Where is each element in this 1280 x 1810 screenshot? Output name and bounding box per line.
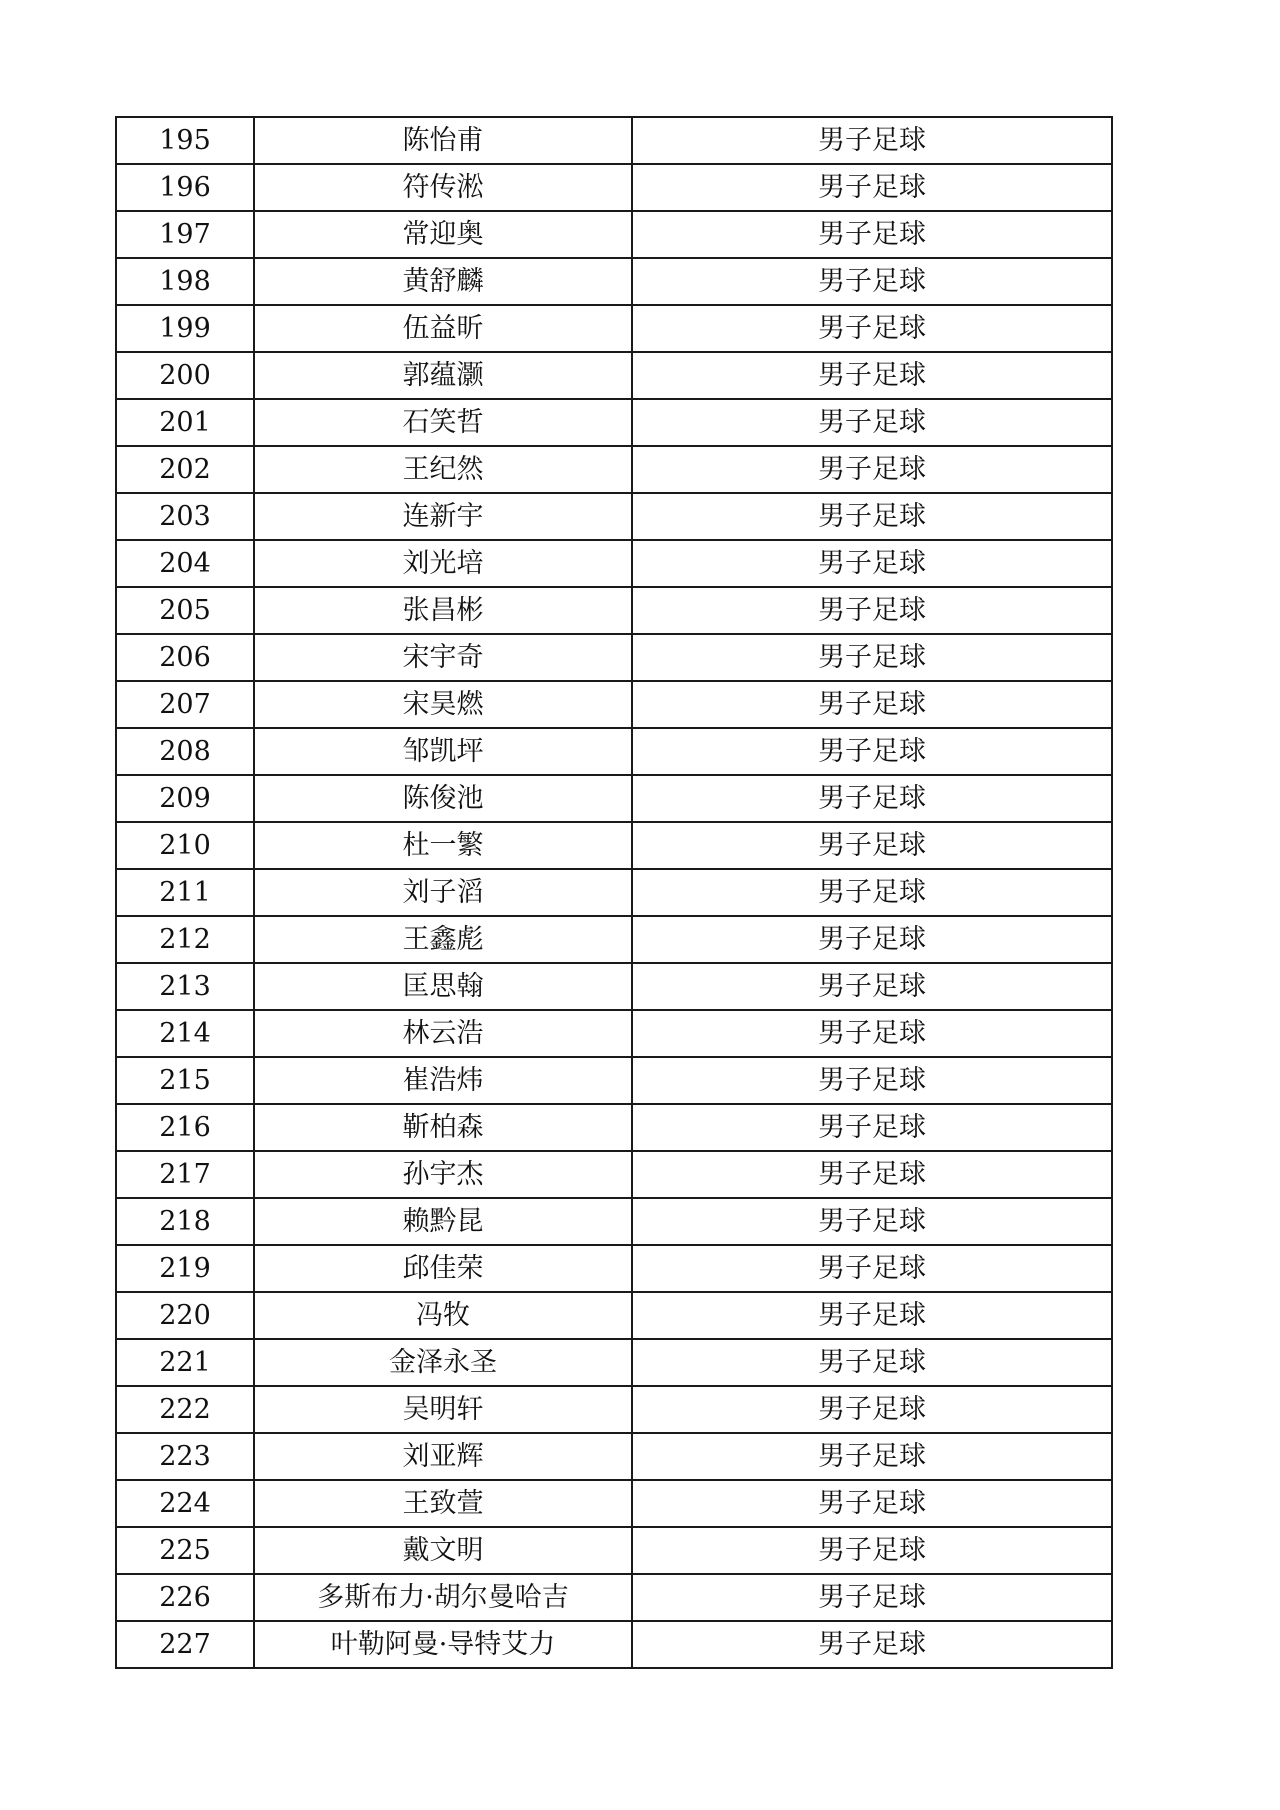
athlete-name: 匡思翰 — [254, 963, 632, 1010]
table-row — [116, 963, 1112, 1010]
row-number: 226 — [116, 1574, 254, 1621]
row-number: 206 — [116, 634, 254, 681]
row-number: 222 — [116, 1386, 254, 1433]
row-number: 211 — [116, 869, 254, 916]
roster-table — [115, 116, 1113, 1669]
athlete-name: 宋宇奇 — [254, 634, 632, 681]
table-row — [116, 446, 1112, 493]
athlete-name: 陈怡甫 — [254, 117, 632, 164]
table-row — [116, 1480, 1112, 1527]
table-row — [116, 540, 1112, 587]
row-number: 219 — [116, 1245, 254, 1292]
row-number: 198 — [116, 258, 254, 305]
table-row — [116, 1151, 1112, 1198]
event-name: 男子足球 — [632, 681, 1112, 728]
row-number: 209 — [116, 775, 254, 822]
event-name: 男子足球 — [632, 1574, 1112, 1621]
athlete-name: 叶勒阿曼·导特艾力 — [254, 1621, 632, 1668]
event-name: 男子足球 — [632, 1386, 1112, 1433]
athlete-name: 刘亚辉 — [254, 1433, 632, 1480]
event-name: 男子足球 — [632, 822, 1112, 869]
athlete-name: 连新宇 — [254, 493, 632, 540]
table-row — [116, 117, 1112, 164]
table-row — [116, 916, 1112, 963]
athlete-name: 邱佳荣 — [254, 1245, 632, 1292]
event-name: 男子足球 — [632, 775, 1112, 822]
table-row — [116, 164, 1112, 211]
table-row — [116, 399, 1112, 446]
row-number: 204 — [116, 540, 254, 587]
athlete-name: 黄舒麟 — [254, 258, 632, 305]
event-name: 男子足球 — [632, 258, 1112, 305]
athlete-name: 王纪然 — [254, 446, 632, 493]
table-row — [116, 1245, 1112, 1292]
table-row — [116, 1198, 1112, 1245]
row-number: 216 — [116, 1104, 254, 1151]
row-number: 207 — [116, 681, 254, 728]
athlete-name: 金泽永圣 — [254, 1339, 632, 1386]
athlete-name: 王鑫彪 — [254, 916, 632, 963]
athlete-name: 郭蕴灏 — [254, 352, 632, 399]
row-number: 205 — [116, 587, 254, 634]
row-number: 202 — [116, 446, 254, 493]
table-row — [116, 634, 1112, 681]
event-name: 男子足球 — [632, 1151, 1112, 1198]
athlete-name: 赖黔昆 — [254, 1198, 632, 1245]
event-name: 男子足球 — [632, 493, 1112, 540]
event-name: 男子足球 — [632, 1339, 1112, 1386]
table-row — [116, 1386, 1112, 1433]
table-row — [116, 1574, 1112, 1621]
event-name: 男子足球 — [632, 117, 1112, 164]
athlete-name: 刘光培 — [254, 540, 632, 587]
roster-sheet — [115, 116, 1111, 1669]
table-row — [116, 1339, 1112, 1386]
table-row — [116, 728, 1112, 775]
athlete-name: 张昌彬 — [254, 587, 632, 634]
athlete-name: 多斯布力·胡尔曼哈吉 — [254, 1574, 632, 1621]
event-name: 男子足球 — [632, 352, 1112, 399]
event-name: 男子足球 — [632, 869, 1112, 916]
table-row — [116, 211, 1112, 258]
table-row — [116, 493, 1112, 540]
event-name: 男子足球 — [632, 916, 1112, 963]
athlete-name: 吴明轩 — [254, 1386, 632, 1433]
row-number: 220 — [116, 1292, 254, 1339]
row-number: 214 — [116, 1010, 254, 1057]
row-number: 210 — [116, 822, 254, 869]
athlete-name: 符传淞 — [254, 164, 632, 211]
table-row — [116, 587, 1112, 634]
event-name: 男子足球 — [632, 1198, 1112, 1245]
row-number: 199 — [116, 305, 254, 352]
athlete-name: 靳柏森 — [254, 1104, 632, 1151]
row-number: 221 — [116, 1339, 254, 1386]
row-number: 218 — [116, 1198, 254, 1245]
athlete-name: 王致萱 — [254, 1480, 632, 1527]
table-row — [116, 1010, 1112, 1057]
table-row — [116, 1292, 1112, 1339]
event-name: 男子足球 — [632, 446, 1112, 493]
athlete-name: 陈俊池 — [254, 775, 632, 822]
table-row — [116, 1621, 1112, 1668]
table-row — [116, 869, 1112, 916]
row-number: 225 — [116, 1527, 254, 1574]
athlete-name: 常迎奥 — [254, 211, 632, 258]
athlete-name: 伍益昕 — [254, 305, 632, 352]
row-number: 227 — [116, 1621, 254, 1668]
athlete-name: 戴文明 — [254, 1527, 632, 1574]
table-row — [116, 352, 1112, 399]
athlete-name: 孙宇杰 — [254, 1151, 632, 1198]
row-number: 224 — [116, 1480, 254, 1527]
athlete-name: 杜一繁 — [254, 822, 632, 869]
table-row — [116, 1057, 1112, 1104]
event-name: 男子足球 — [632, 305, 1112, 352]
table-row — [116, 775, 1112, 822]
row-number: 195 — [116, 117, 254, 164]
table-row — [116, 681, 1112, 728]
athlete-name: 冯牧 — [254, 1292, 632, 1339]
row-number: 208 — [116, 728, 254, 775]
athlete-name: 宋昊燃 — [254, 681, 632, 728]
row-number: 217 — [116, 1151, 254, 1198]
row-number: 203 — [116, 493, 254, 540]
event-name: 男子足球 — [632, 1010, 1112, 1057]
table-row — [116, 258, 1112, 305]
event-name: 男子足球 — [632, 1433, 1112, 1480]
row-number: 196 — [116, 164, 254, 211]
event-name: 男子足球 — [632, 1057, 1112, 1104]
table-row — [116, 305, 1112, 352]
athlete-name: 石笑哲 — [254, 399, 632, 446]
row-number: 201 — [116, 399, 254, 446]
event-name: 男子足球 — [632, 164, 1112, 211]
table-row — [116, 822, 1112, 869]
row-number: 223 — [116, 1433, 254, 1480]
event-name: 男子足球 — [632, 1621, 1112, 1668]
event-name: 男子足球 — [632, 1245, 1112, 1292]
row-number: 212 — [116, 916, 254, 963]
event-name: 男子足球 — [632, 634, 1112, 681]
event-name: 男子足球 — [632, 211, 1112, 258]
table-row — [116, 1433, 1112, 1480]
event-name: 男子足球 — [632, 587, 1112, 634]
event-name: 男子足球 — [632, 1480, 1112, 1527]
row-number: 197 — [116, 211, 254, 258]
event-name: 男子足球 — [632, 1104, 1112, 1151]
row-number: 215 — [116, 1057, 254, 1104]
athlete-name: 崔浩炜 — [254, 1057, 632, 1104]
table-row — [116, 1104, 1112, 1151]
row-number: 200 — [116, 352, 254, 399]
athlete-name: 邹凯坪 — [254, 728, 632, 775]
athlete-name: 林云浩 — [254, 1010, 632, 1057]
table-row — [116, 1527, 1112, 1574]
event-name: 男子足球 — [632, 1527, 1112, 1574]
event-name: 男子足球 — [632, 399, 1112, 446]
roster-table-body — [116, 117, 1112, 1668]
event-name: 男子足球 — [632, 963, 1112, 1010]
event-name: 男子足球 — [632, 540, 1112, 587]
row-number: 213 — [116, 963, 254, 1010]
event-name: 男子足球 — [632, 728, 1112, 775]
athlete-name: 刘子滔 — [254, 869, 632, 916]
event-name: 男子足球 — [632, 1292, 1112, 1339]
